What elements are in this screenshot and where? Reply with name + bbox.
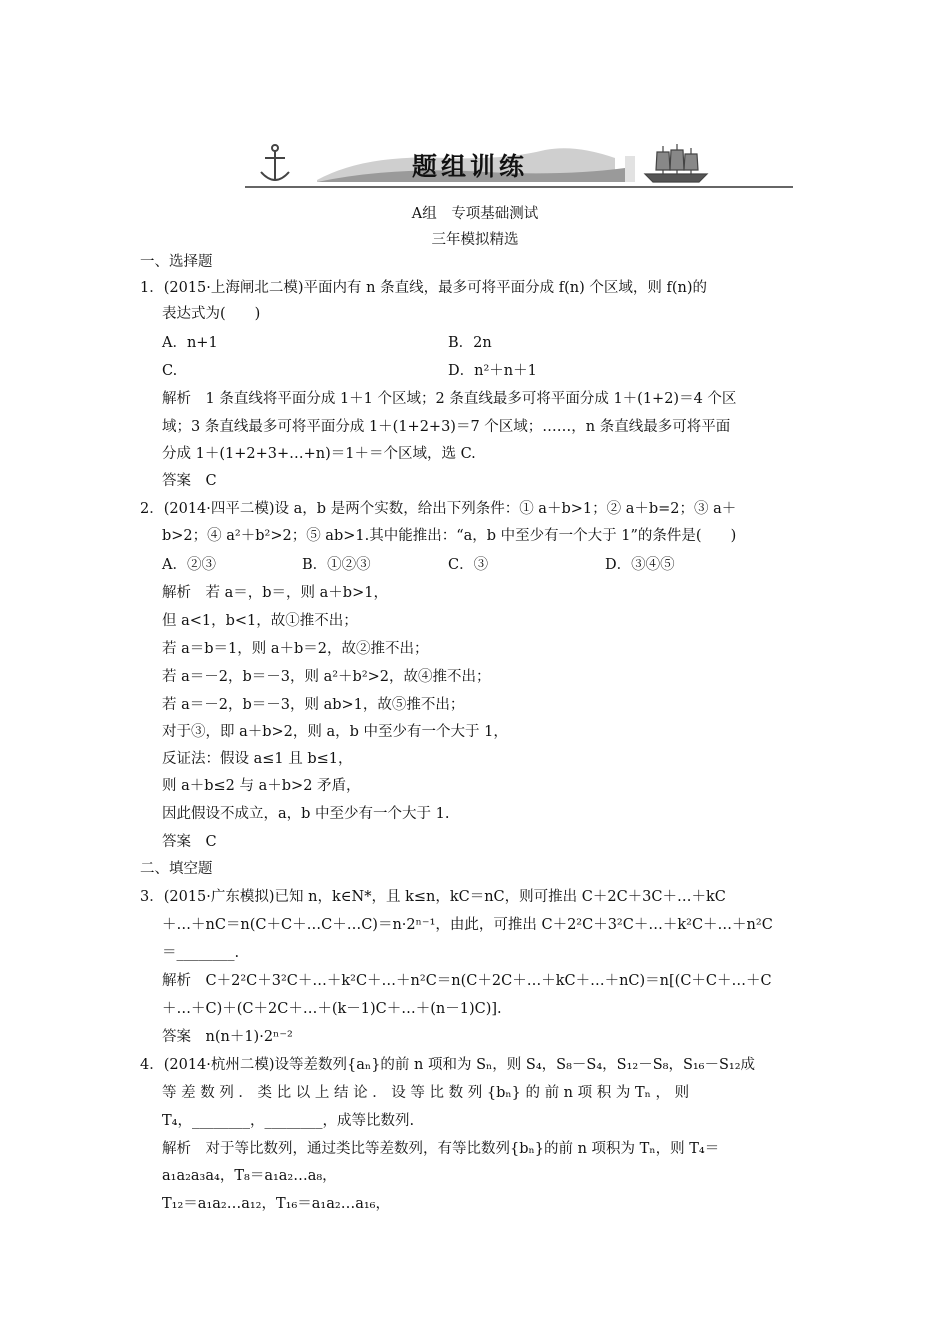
question-text: ＋…＋nC＝n(C＋C＋…C＋…C)＝n·2ⁿ⁻¹，由此，可推出 C＋2²C＋3²C＋…＋k²C＋…＋n²C bbox=[162, 917, 773, 933]
option-a: A．n+1 bbox=[162, 335, 218, 351]
solution-text: 若 a＝b＝1，则 a＋b＝2，故②推不出； bbox=[162, 641, 429, 657]
option-c: C. bbox=[162, 363, 178, 379]
subgroup-heading: 三年模拟精选 bbox=[431, 232, 519, 248]
solution-text: 若 a＝－2，b＝－3，则 a²＋b²>2，故④推不出； bbox=[162, 669, 491, 685]
option-b: B．2n bbox=[448, 335, 492, 351]
solution-text: 域；3 条直线最多可将平面分成 1＋(1+2+3)＝7 个区域；……，n 条直线最多可将平面 bbox=[162, 419, 731, 435]
answer: 答案 n(n＋1)·2ⁿ⁻² bbox=[162, 1029, 293, 1045]
question-text: T₄，________，________，成等比数列. bbox=[162, 1113, 415, 1129]
sailing-ship-icon bbox=[645, 144, 707, 182]
solution-text: T₁₂＝a₁a₂…a₁₂，T₁₆＝a₁a₂…a₁₆， bbox=[162, 1196, 390, 1212]
solution-text: a₁a₂a₃a₄，T₈＝a₁a₂…a₈， bbox=[162, 1168, 337, 1184]
solution-text: 对于③，即 a＋b>2，则 a，b 中至少有一个大于 1， bbox=[162, 724, 508, 740]
section-heading: 一、选择题 bbox=[140, 254, 213, 270]
solution-text: 解析 对于等比数列，通过类比等差数列，有等比数列{bₙ}的前 n 项积为 Tₙ，则 T₄＝ bbox=[162, 1141, 720, 1157]
option-a: A．②③ bbox=[162, 557, 216, 573]
answer: 答案 C bbox=[162, 473, 217, 489]
solution-text: 则 a＋b≤2 与 a＋b>2 矛盾， bbox=[162, 778, 361, 794]
section-heading: 二、填空题 bbox=[140, 861, 213, 877]
option-b: B．①②③ bbox=[302, 557, 371, 573]
question-text: 表达式为( ) bbox=[162, 306, 261, 322]
solution-text: 若 a＝－2，b＝－3，则 ab>1，故⑤推不出； bbox=[162, 697, 465, 713]
solution-text: 解析 C＋2²C＋3²C＋…＋k²C＋…＋n²C＝n(C＋2C＋…＋kC＋…＋nC)＝n[(C＋C＋…＋C bbox=[162, 973, 772, 989]
question-text: 1．(2015·上海闸北二模)平面内有 n 条直线，最多可将平面分成 f(n) 个区域，则 f(n)的 bbox=[140, 280, 707, 296]
question-text: 4．(2014·杭州二模)设等差数列{aₙ}的前 n 项和为 Sₙ，则 S₄，S₈－S₄，S₁₂－S₈，S₁₆－S₁₂成 bbox=[140, 1057, 756, 1073]
solution-text: 反证法：假设 a≤1 且 b≤1， bbox=[162, 751, 353, 767]
option-c: C．③ bbox=[448, 557, 489, 573]
page-title: 题组训练 bbox=[411, 152, 528, 181]
solution-text: 解析 若 a＝，b＝，则 a＋b>1， bbox=[162, 585, 388, 601]
solution-text: ＋…＋C)＋(C＋2C＋…＋(k－1)C＋…＋(n－1)C)]. bbox=[162, 1001, 502, 1017]
answer: 答案 C bbox=[162, 834, 217, 850]
question-text: 2．(2014·四平二模)设 a，b 是两个实数，给出下列条件：① a＋b>1；② a＋b=2；③ a＋ bbox=[140, 501, 737, 517]
solution-text: 解析 1 条直线将平面分成 1＋1 个区域；2 条直线最多可将平面分成 1＋(1+2)＝4 个区 bbox=[162, 391, 737, 407]
option-d: D．③④⑤ bbox=[605, 557, 675, 573]
solution-text: 分成 1＋(1+2+3+…+n)＝1＋＝个区域，选 C. bbox=[162, 446, 476, 462]
question-text: 等 差 数 列 ． 类 比 以 上 结 论 ． 设 等 比 数 列 {bₙ} 的 前 n 项 积 为 Tₙ ， 则 bbox=[162, 1085, 690, 1101]
question-text: 3．(2015·广东模拟)已知 n，k∈N*，且 k≤n，kC＝nC，则可推出 C＋2C＋3C＋…＋kC bbox=[140, 889, 726, 905]
solution-text: 因此假设不成立，a，b 中至少有一个大于 1. bbox=[162, 806, 450, 822]
solution-text: 但 a<1，b<1，故①推不出； bbox=[162, 613, 358, 629]
group-heading: A组 专项基础测试 bbox=[411, 206, 539, 222]
question-text: ＝________. bbox=[162, 945, 240, 961]
question-text: b>2；④ a²＋b²>2；⑤ ab>1.其中能推出：“a，b 中至少有一个大于 1”的条件是( ) bbox=[162, 528, 737, 544]
anchor-icon bbox=[261, 145, 289, 180]
option-d: D．n²＋n＋1 bbox=[448, 363, 537, 379]
